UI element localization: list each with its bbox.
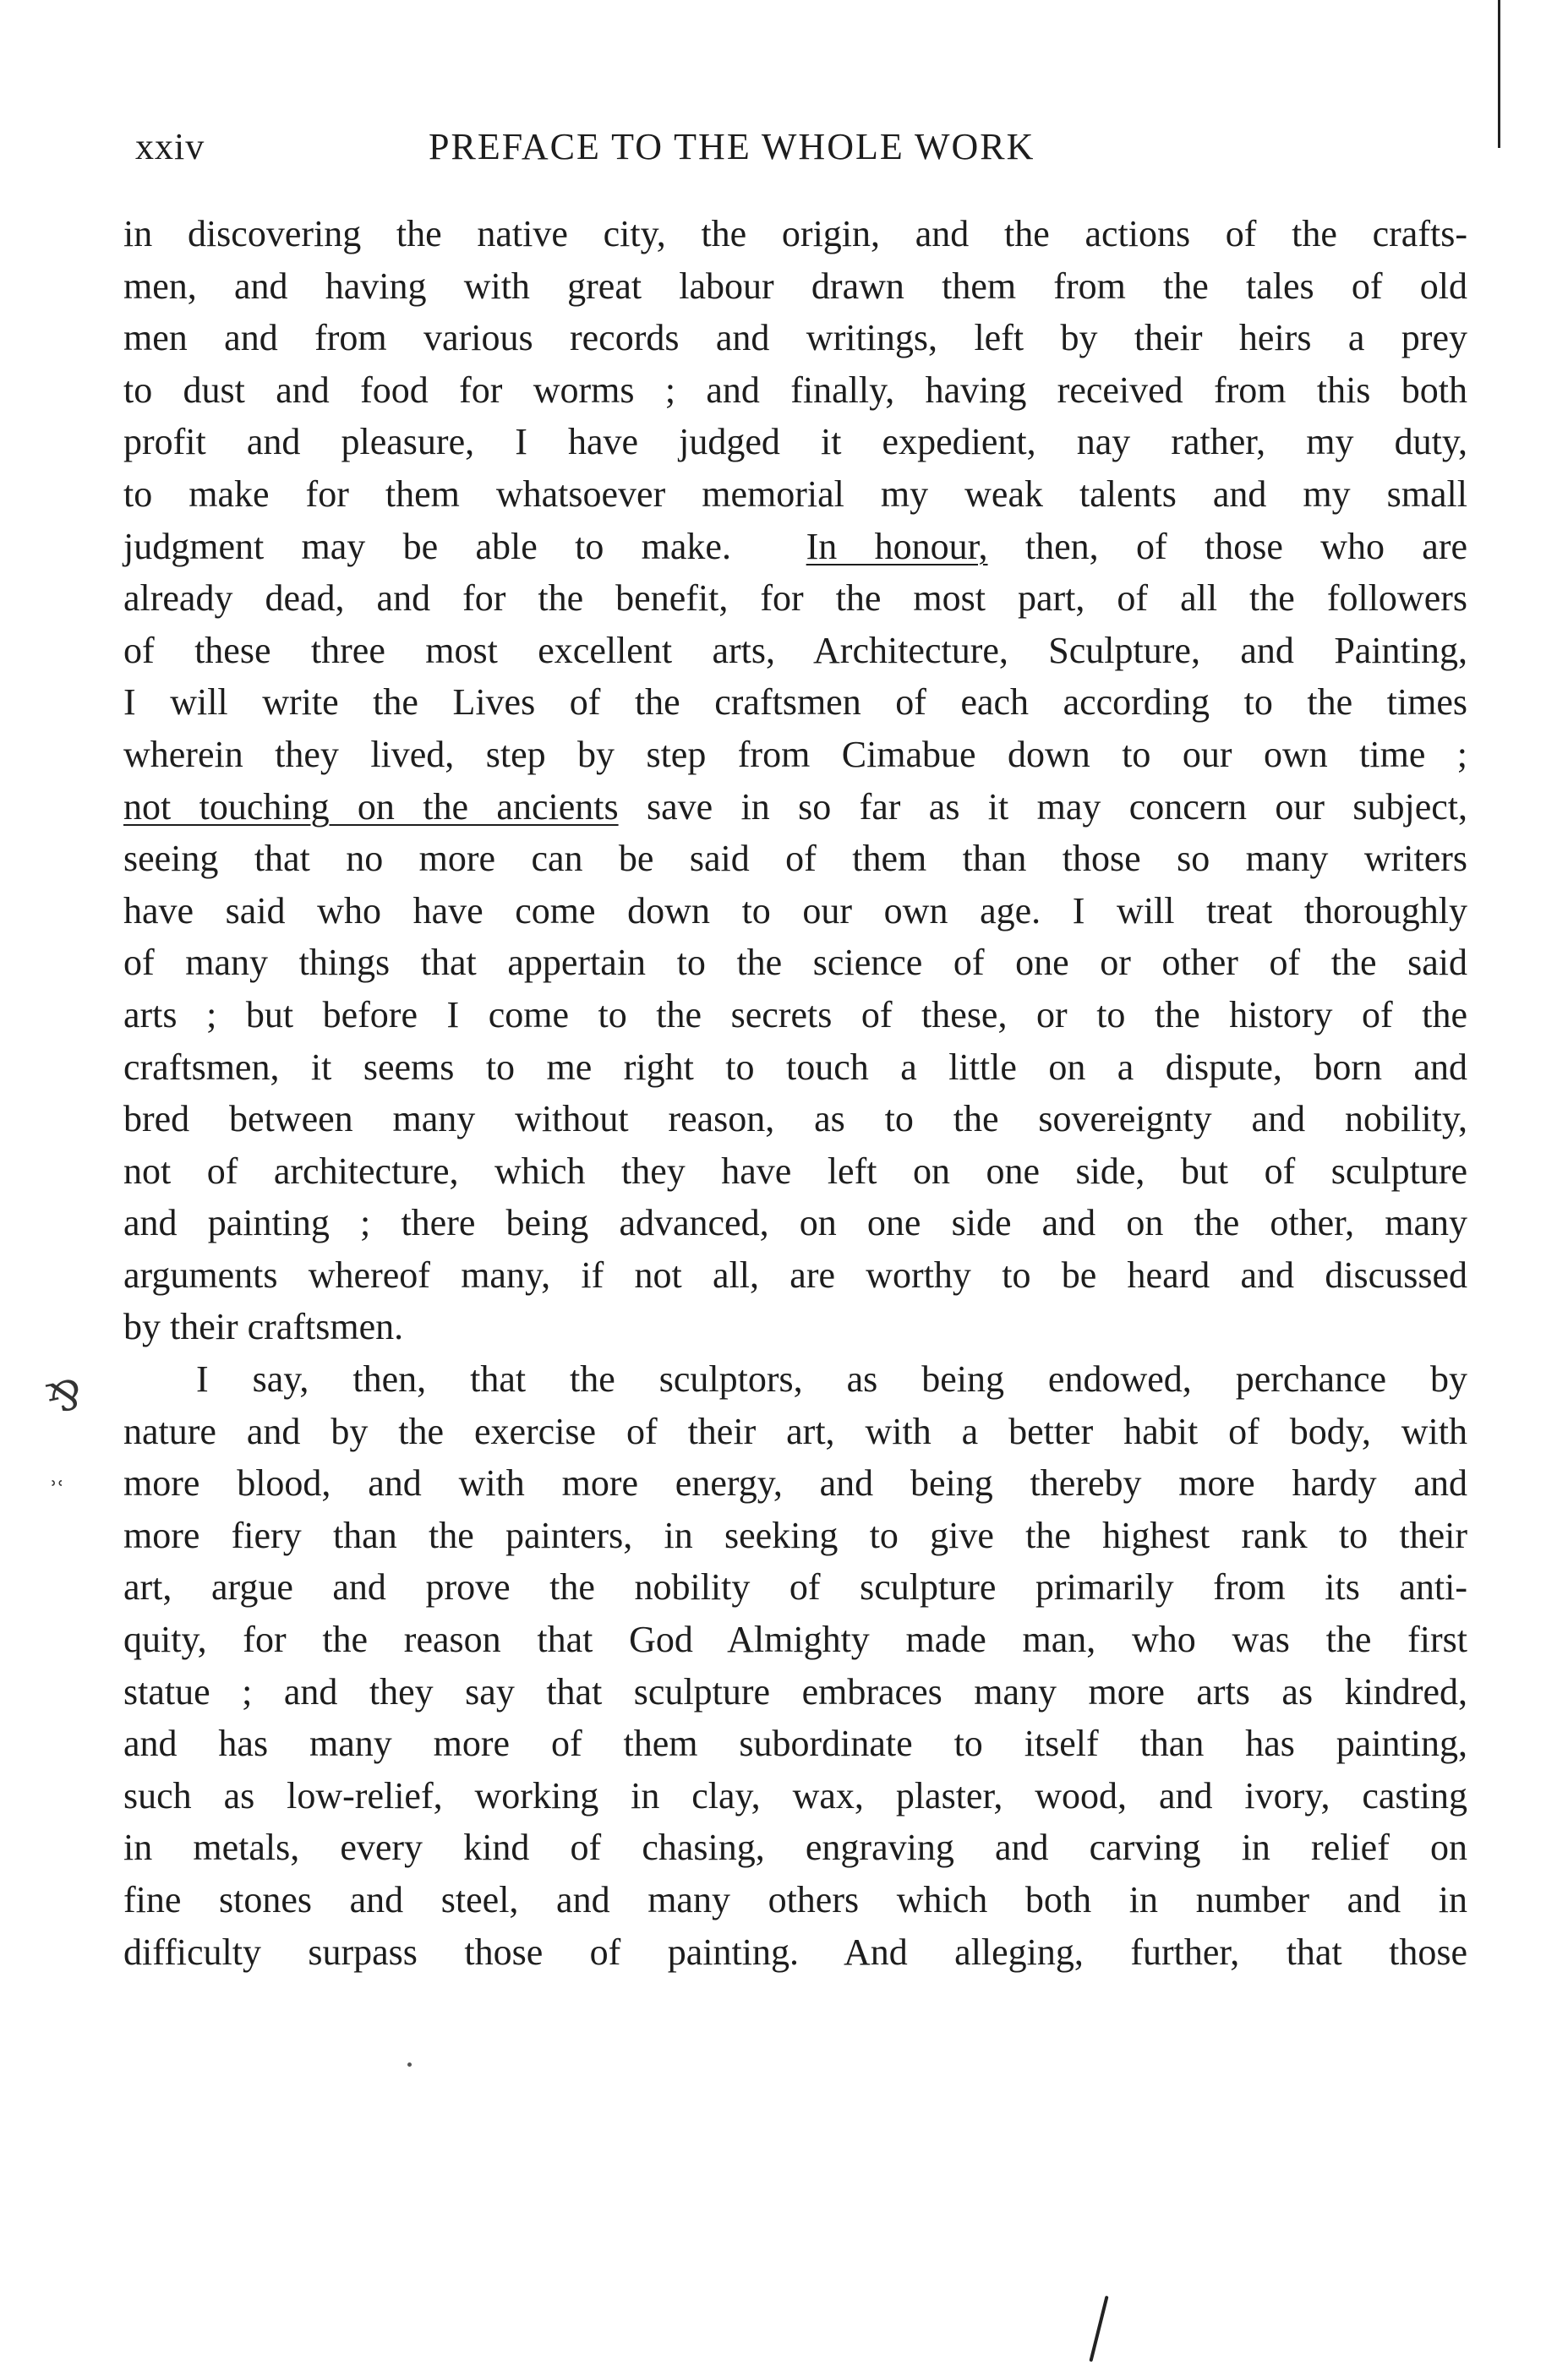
text-line: profit and pleasure, I have judged it expedient, nay rather, my duty,: [123, 421, 1467, 463]
stray-ink-dot: [407, 2062, 412, 2067]
text-line: men, and having with great labour drawn them from the tales of old: [123, 265, 1467, 307]
text-line: [123, 781, 1467, 833]
running-head: [0, 125, 1568, 176]
text-line: fine stones and steel, and many others which both in number and in: [123, 1879, 1467, 1920]
text-line: to dust and food for worms ; and finally, having received from this both: [123, 369, 1467, 411]
text-line: arguments whereof many, if not all, are worthy to be heard and discussed: [123, 1254, 1467, 1296]
text-line: of these three most excellent arts, Architecture, Sculpture, and Painting,: [123, 629, 1467, 671]
text-line: of many things that appertain to the science of one or other of the said: [123, 942, 1467, 984]
text-line: not of architecture, which they have left on one side, but of sculpture: [123, 1150, 1467, 1192]
text-line: and has many more of them subordinate to itself than has painting,: [123, 1723, 1467, 1765]
body-text: [123, 208, 1467, 1978]
text-segment: save in so far as it may concern our subject,: [618, 785, 1467, 828]
running-title: PREFACE TO THE WHOLE WORK: [429, 126, 1035, 167]
text-line: arts ; but before I come to the secrets of these, or to the history of the: [123, 993, 1467, 1035]
text-line: in discovering the native city, the origin, and the actions of the crafts-: [123, 213, 1467, 254]
text-line: statue ; and they say that sculpture embraces many more arts as kindred,: [123, 1670, 1467, 1713]
text-line: men and from various records and writings, left by their heirs a prey: [123, 317, 1467, 359]
text-line: nature and by the exercise of their art, with a better habit of body, with: [123, 1410, 1467, 1452]
text-segment: then, of those who are: [987, 525, 1468, 567]
text-line: bred between many without reason, as to the sovereignty and nobility,: [123, 1098, 1467, 1140]
text-line: already dead, and for the benefit, for the most part, of all the followers: [123, 577, 1467, 620]
text-line: wherein they lived, step by step from Cimabue down to our own time ;: [123, 733, 1467, 775]
text-line: more blood, and with more energy, and being thereby more hardy and: [123, 1462, 1467, 1505]
text-line: seeing that no more can be said of them than those so many writers: [123, 838, 1467, 880]
margin-annotation-mark: ⅋: [41, 1370, 88, 1424]
text-line: I will write the Lives of the craftsmen of each according to the times: [123, 681, 1467, 724]
text-segment: judgment may be able to make.: [123, 525, 731, 567]
margin-annotation-ticks: ʾʿ: [51, 1478, 64, 1503]
text-line: difficulty surpass those of painting. And alleging, further, that those: [123, 1931, 1467, 1973]
text-line: craftsmen, it seems to me right to touch a little on a dispute, born and: [123, 1046, 1467, 1088]
text-line: by their craftsmen.: [123, 1306, 404, 1348]
underlined-phrase: In honour,: [806, 525, 988, 567]
text-line: such as low-relief, working in clay, wax, plaster, wood, and ivory, casting: [123, 1774, 1467, 1816]
text-line: in metals, every kind of chasing, engraving and carving in relief on: [123, 1827, 1467, 1869]
text-line: to make for them whatsoever memorial my weak talents and my small: [123, 473, 1467, 515]
text-line: [123, 521, 1467, 573]
underlined-phrase: not touching on the ancients: [123, 785, 619, 828]
text-line: have said who have come down to our own age. I will treat thoroughly: [123, 889, 1467, 931]
text-line: and painting ; there being advanced, on one side and on the other, many: [123, 1202, 1467, 1244]
text-line: quity, for the reason that God Almighty made man, who was the first: [123, 1619, 1467, 1661]
text-line: I say, then, that the sculptors, as being endowed, perchance by: [196, 1358, 1467, 1401]
text-line: more fiery than the painters, in seeking to give the highest rank to their: [123, 1514, 1467, 1556]
page-number: xxiv: [135, 126, 205, 167]
text-line: art, argue and prove the nobility of sculpture primarily from its anti-: [123, 1566, 1467, 1609]
bottom-pencil-stroke: [1089, 2296, 1108, 2363]
